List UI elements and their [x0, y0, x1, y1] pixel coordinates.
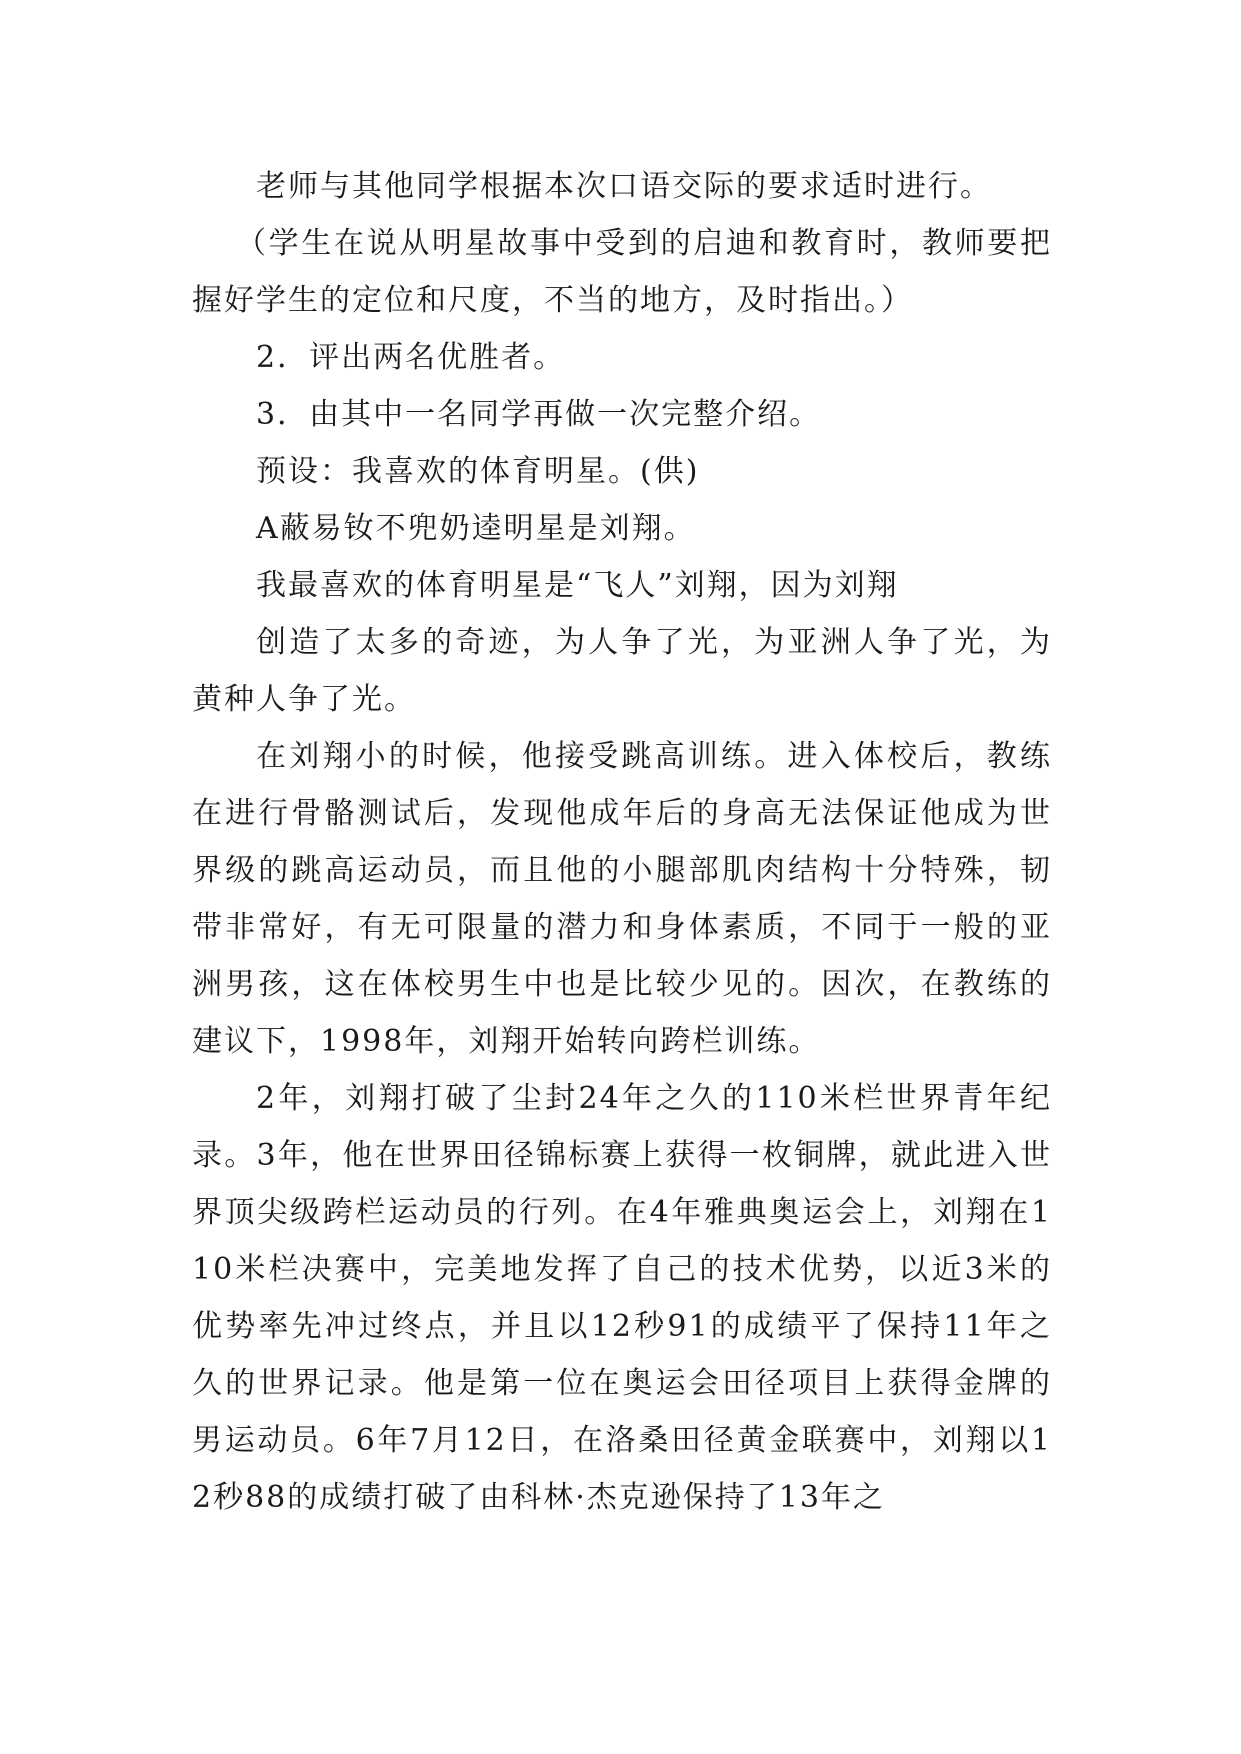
paragraph-teacher-note: （学生在说从明星故事中受到的启迪和教育时，教师要把握好学生的定位和尺度，不当的地方，及时指出。） [192, 226, 1052, 318]
document-body [192, 158, 1052, 1526]
paragraph-sample-heading: A蔽易钕不兜奶逵明星是刘翔。 [256, 511, 696, 546]
paragraph-preset: 预设：我喜欢的体育明星。(供) [256, 454, 700, 489]
paragraph-miracles: 创造了太多的奇迹，为人争了光，为亚洲人争了光，为黄种人争了光。 [192, 625, 1052, 717]
paragraph-step-3: 3．由其中一名同学再做一次完整介绍。 [256, 397, 822, 432]
paragraph-step-2: 2．评出两名优胜者。 [256, 340, 566, 375]
paragraph-childhood: 在刘翔小的时候，他接受跳高训练。进入体校后，教练在进行骨骼测试后，发现他成年后的身高无法保证他成为世界级的跳高运动员，而且他的小腿部肌肉结构十分特殊，韧带非常好，有无可限量的潜力和身体素质，不同于一般的亚洲男孩，这在体校男生中也是比较少见的。因次，在教练的建议下，1998年，刘翔开始转向跨栏训练。 [192, 739, 1052, 1059]
paragraph-favorite-star: 我最喜欢的体育明星是“飞人”刘翔，因为刘翔 [256, 568, 899, 603]
paragraph-teacher-students: 老师与其他同学根据本次口语交际的要求适时进行。 [256, 169, 992, 204]
paragraph-achievements: 2年，刘翔打破了尘封24年之久的110米栏世界青年纪录。3年，他在世界田径锦标赛上获得一枚铜牌，就此进入世界顶尖级跨栏运动员的行列。在4年雅典奥运会上，刘翔在110米栏决赛中，完美地发挥了自己的技术优势，以近3米的优势率先冲过终点，并且以12秒91的成绩平了保持11年之久的世界记录。他是第一位在奥运会田径项目上获得金牌的男运动员。6年7月12日，在洛桑田径黄金联赛中，刘翔以12秒88的成绩打破了由科林·杰克逊保持了13年之 [192, 1081, 1052, 1515]
